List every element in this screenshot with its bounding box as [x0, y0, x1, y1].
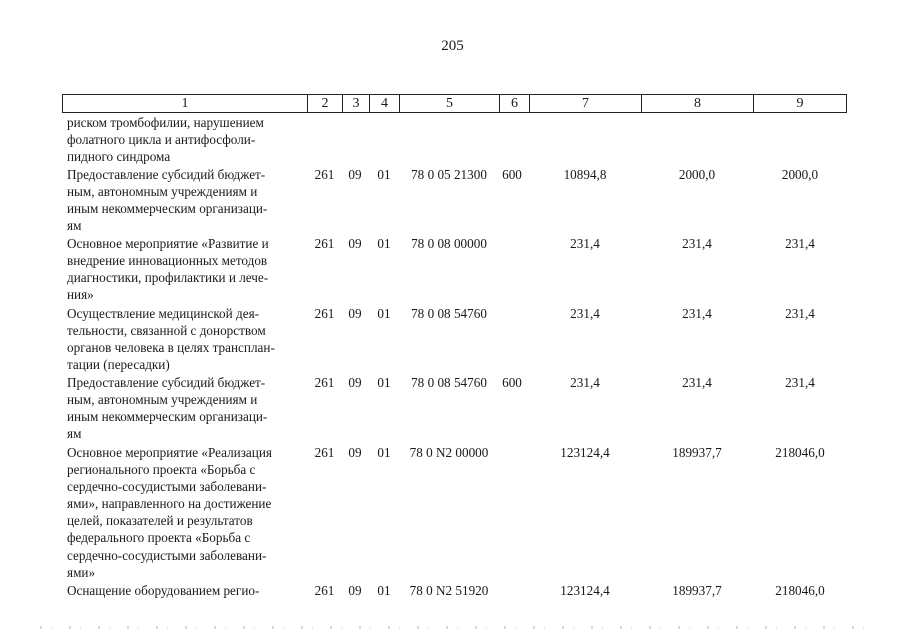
cell-col-7: 10894,8 — [563, 167, 607, 182]
row-name-line: Осуществление медицинской дея- — [67, 306, 260, 321]
row-name-line: регионального проекта «Борьба с — [67, 462, 256, 478]
cell-col-9: 218046,0 — [775, 583, 825, 598]
cell-col-3: 09 — [348, 445, 362, 460]
header-col-3: 3 — [342, 94, 369, 113]
row-name-line: фолатного цикла и антифосфоли- — [67, 132, 256, 148]
cell-col-7: 231,4 — [570, 375, 600, 390]
cell-col-3: 09 — [348, 306, 362, 321]
cell-col-2: 261 — [314, 236, 335, 251]
row-name-line: Предоставление субсидий бюджет- — [67, 375, 266, 390]
row-name-line: Основное мероприятие «Развитие и — [67, 236, 269, 251]
cell-col-8: 189937,7 — [672, 445, 722, 460]
row-name-line: сердечно-сосудистыми заболевани- — [67, 479, 267, 495]
row-name — [67, 166, 303, 234]
cell-col-9: 2000,0 — [781, 167, 819, 182]
row-name-line: федерального проекта «Борьба с — [67, 530, 251, 546]
row-name-line: ям — [67, 426, 82, 442]
row-name — [67, 374, 303, 442]
cell-col-4: 01 — [377, 375, 391, 390]
row-name-line: риском тромбофилии, нарушением — [67, 115, 264, 130]
header-col-9: 9 — [753, 94, 847, 113]
row-name-line: целей, показателей и результатов — [67, 513, 253, 529]
row-name — [67, 114, 303, 165]
cell-col-2: 261 — [314, 375, 335, 390]
cell-col-5: 78 0 08 54760 — [411, 306, 487, 321]
row-name-line: пидного синдрома — [67, 149, 171, 165]
row-name-line: тации (пересадки) — [67, 357, 170, 373]
cell-col-2: 261 — [314, 583, 335, 598]
row-name — [67, 235, 303, 303]
cell-col-6: 600 — [502, 167, 522, 182]
cell-col-2: 261 — [314, 167, 335, 182]
row-name-line: ями», направленного на достижение — [67, 496, 272, 512]
cell-col-5: 78 0 08 00000 — [411, 236, 487, 251]
cell-col-3: 09 — [348, 167, 362, 182]
cell-col-9: 231,4 — [785, 236, 815, 251]
row-name-line: Оснащение оборудованием регио- — [67, 583, 260, 598]
cell-col-2: 261 — [314, 445, 335, 460]
header-col-5: 5 — [399, 94, 499, 113]
row-name-line: органов человека в целях трансплан- — [67, 340, 275, 356]
row-name-line: иным некоммерческим организаци- — [67, 201, 268, 217]
cell-col-3: 09 — [348, 375, 362, 390]
cell-col-3: 09 — [348, 236, 362, 251]
row-name-line: сердечно-сосудистыми заболевани- — [67, 547, 267, 563]
scan-edge-noise — [40, 626, 870, 629]
cell-col-4: 01 — [377, 445, 391, 460]
header-col-2: 2 — [307, 94, 342, 113]
cell-col-7: 123124,4 — [560, 583, 610, 598]
row-name-line: диагностики, профилактики и лече- — [67, 270, 269, 286]
cell-col-4: 01 — [377, 583, 391, 598]
row-name-line: внедрение инновационных методов — [67, 253, 268, 269]
cell-col-4: 01 — [377, 306, 391, 321]
row-name-line: ями» — [67, 564, 96, 580]
cell-col-2: 261 — [314, 306, 335, 321]
row-name-line: ным, автономным учреждениям и — [67, 184, 258, 200]
cell-col-9: 231,4 — [785, 375, 815, 390]
row-name — [67, 305, 303, 373]
cell-col-6: 600 — [502, 375, 522, 390]
cell-col-7: 231,4 — [570, 236, 600, 251]
cell-col-8: 231,4 — [682, 306, 712, 321]
row-name — [67, 582, 303, 599]
cell-col-4: 01 — [377, 236, 391, 251]
cell-col-3: 09 — [348, 583, 362, 598]
header-col-4: 4 — [369, 94, 399, 113]
cell-col-7: 231,4 — [570, 306, 600, 321]
row-name-line: Основное мероприятие «Реализация — [67, 445, 272, 460]
header-col-8: 8 — [641, 94, 753, 113]
cell-col-5: 78 0 08 54760 — [411, 375, 487, 390]
row-name-line: ным, автономным учреждениям и — [67, 392, 258, 408]
cell-col-5: 78 0 N2 51920 — [409, 583, 489, 598]
cell-col-5: 78 0 N2 00000 — [409, 445, 489, 460]
header-col-6: 6 — [499, 94, 529, 113]
cell-col-9: 231,4 — [785, 306, 815, 321]
row-name-line: иным некоммерческим организаци- — [67, 409, 268, 425]
row-name-line: ния» — [67, 287, 94, 303]
cell-col-9: 218046,0 — [775, 445, 825, 460]
cell-col-7: 123124,4 — [560, 445, 610, 460]
cell-col-8: 2000,0 — [678, 167, 716, 182]
header-col-1: 1 — [62, 94, 307, 113]
cell-col-4: 01 — [377, 167, 391, 182]
cell-col-8: 189937,7 — [672, 583, 722, 598]
header-col-7: 7 — [529, 94, 641, 113]
cell-col-8: 231,4 — [682, 236, 712, 251]
cell-col-5: 78 0 05 21300 — [411, 167, 487, 182]
row-name-line: Предоставление субсидий бюджет- — [67, 167, 266, 182]
row-name-line: ям — [67, 218, 82, 234]
cell-col-8: 231,4 — [682, 375, 712, 390]
row-name — [67, 444, 303, 581]
row-name-line: тельности, связанной с донорством — [67, 323, 266, 339]
page-number: 205 — [441, 38, 464, 54]
